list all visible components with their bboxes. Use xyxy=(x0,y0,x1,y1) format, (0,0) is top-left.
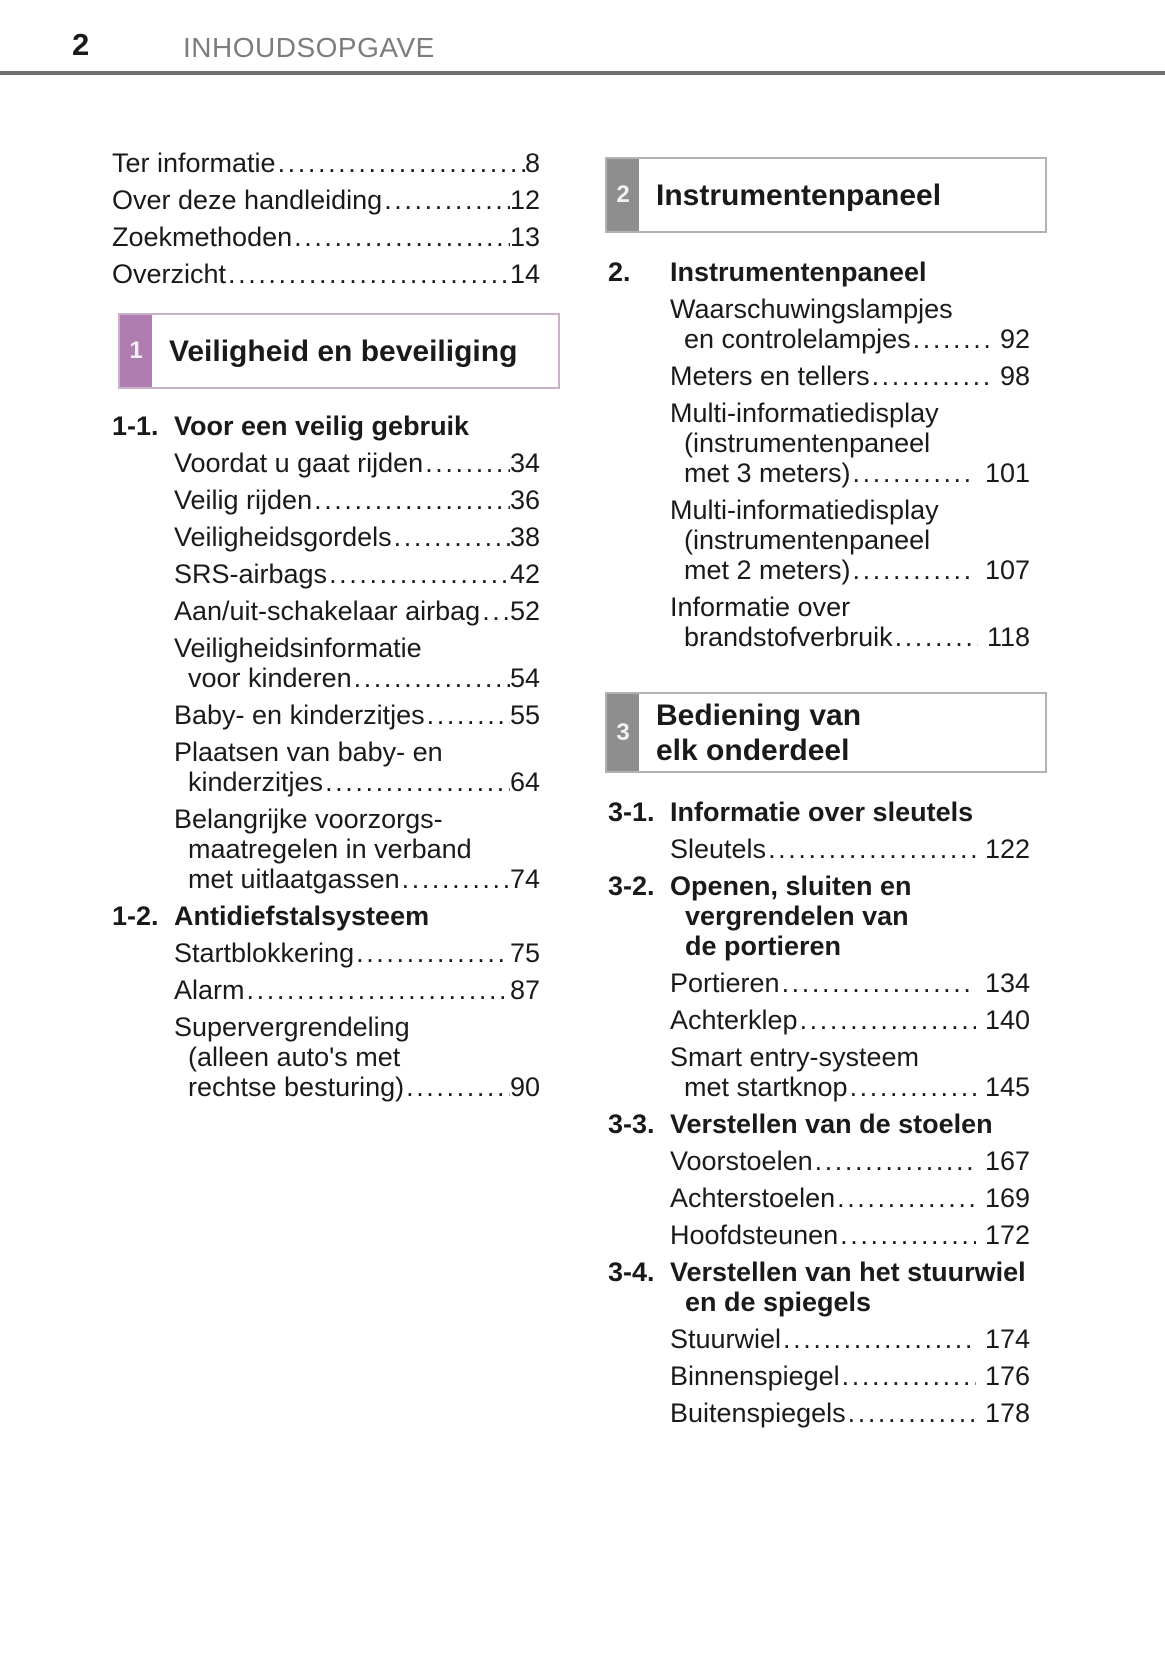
toc-entry-line xyxy=(112,148,540,178)
group-title xyxy=(174,411,469,441)
toc-entry-text: Smart entry-systeem xyxy=(670,1042,920,1072)
toc-entry-line xyxy=(174,975,540,1005)
toc-entry-text: Multi-informatiedisplay xyxy=(670,495,939,525)
toc-page-number: 169 xyxy=(984,1183,1030,1213)
toc-entry xyxy=(670,1220,1030,1250)
front-item xyxy=(112,222,540,252)
leader-dots xyxy=(783,1324,976,1354)
toc-entry xyxy=(670,834,1030,864)
toc-entry-line xyxy=(112,259,540,289)
group-number: 3-2. xyxy=(608,871,655,901)
toc-entry-text: voor kinderen xyxy=(188,663,352,693)
toc-entry-text: Achterklep xyxy=(670,1005,798,1035)
toc-page-number: 13 xyxy=(509,222,540,252)
toc-entry-line xyxy=(174,596,540,626)
group-title xyxy=(670,257,927,287)
toc-page-number: 172 xyxy=(984,1220,1030,1250)
leader-dots xyxy=(384,185,510,215)
toc-entry-line xyxy=(174,767,540,797)
toc-entry-text: Hoofdsteunen xyxy=(670,1220,839,1250)
toc-entry-text: Zoekmethoden xyxy=(112,222,293,252)
front-item xyxy=(112,259,540,289)
toc-entry-line xyxy=(670,1072,1030,1102)
leader-dots xyxy=(294,222,510,252)
leader-dots xyxy=(394,522,510,552)
toc-entry-text: SRS-airbags xyxy=(174,559,328,589)
leader-dots xyxy=(247,975,510,1005)
section-number-badge: 3 xyxy=(607,694,639,771)
toc-entry-line xyxy=(670,495,1030,525)
leader-dots xyxy=(853,458,976,488)
toc-entry-line xyxy=(670,968,1030,998)
toc-entry xyxy=(670,1183,1030,1213)
toc-entry xyxy=(174,485,540,515)
group-title xyxy=(670,797,973,827)
toc-entry-text: en controlelampjes xyxy=(684,324,911,354)
leader-dots xyxy=(402,864,510,894)
toc-entry-text: Alarm xyxy=(174,975,245,1005)
toc-entry xyxy=(670,1005,1030,1035)
leader-dots xyxy=(895,622,978,652)
toc-entry-line xyxy=(670,324,1030,354)
toc-entry-text: Veiligheidsinformatie xyxy=(174,633,422,663)
toc-page-number: 122 xyxy=(984,834,1030,864)
toc-entry-line xyxy=(112,222,540,252)
toc-entry-text: Voordat u gaat rijden xyxy=(174,448,424,478)
leader-dots xyxy=(842,1361,976,1391)
section-box-title-line: Veiligheid en beveiliging xyxy=(169,334,518,368)
toc-entry-line xyxy=(174,864,540,894)
toc-entry-line xyxy=(174,485,540,515)
front-item xyxy=(112,185,540,215)
toc-page-number: 134 xyxy=(984,968,1030,998)
toc-entry-line xyxy=(112,185,540,215)
section-box-title xyxy=(656,698,861,768)
toc-page-number: 75 xyxy=(509,938,540,968)
toc-page-number: 92 xyxy=(999,324,1030,354)
toc-entry-text: Veilig rijden xyxy=(174,485,313,515)
toc-page-number: 42 xyxy=(509,559,540,589)
toc-entry xyxy=(670,1146,1030,1176)
leader-dots xyxy=(356,938,510,968)
leader-dots xyxy=(406,1072,510,1102)
toc-page-number: 101 xyxy=(984,458,1030,488)
toc-page-number: 14 xyxy=(509,259,540,289)
toc-entry xyxy=(670,398,1030,488)
header-rule xyxy=(0,71,1165,75)
page-title: INHOUDSOPGAVE xyxy=(183,32,435,63)
toc-entry-text: Supervergrendeling xyxy=(174,1012,410,1042)
toc-page-number: 140 xyxy=(984,1005,1030,1035)
section-box xyxy=(605,157,1047,233)
toc-entry-text: Meters en tellers xyxy=(670,361,870,391)
toc-entry-line xyxy=(670,1183,1030,1213)
toc-entry-line xyxy=(670,294,1030,324)
toc-entry-line xyxy=(174,663,540,693)
toc-entry-text: Aan/uit-schakelaar airbag xyxy=(174,596,481,626)
leader-dots xyxy=(768,834,976,864)
toc-entry-line xyxy=(174,700,540,730)
toc-page-number: 118 xyxy=(986,622,1030,652)
toc-entry-text: Achterstoelen xyxy=(670,1183,836,1213)
group-number: 2. xyxy=(608,257,631,287)
toc-entry-line xyxy=(174,1072,540,1102)
group-title xyxy=(670,1257,1026,1317)
toc-page-number: 36 xyxy=(509,485,540,515)
toc-entry-line xyxy=(670,1146,1030,1176)
group-title-line: vergrendelen van xyxy=(685,901,909,931)
toc-entry xyxy=(174,559,540,589)
toc-entry-line xyxy=(670,1361,1030,1391)
group-title-line: en de spiegels xyxy=(685,1287,872,1317)
leader-dots xyxy=(850,1072,976,1102)
toc-entry-text: brandstofverbruik xyxy=(684,622,893,652)
group-title-line: Instrumentenpaneel xyxy=(670,257,927,287)
toc-page-number: 145 xyxy=(984,1072,1030,1102)
toc-entry xyxy=(670,361,1030,391)
group-title-line: Verstellen van de stoelen xyxy=(670,1109,993,1139)
leader-dots xyxy=(800,1005,976,1035)
toc-entry-text: Ter informatie xyxy=(112,148,276,178)
toc-entry-text: rechtse besturing) xyxy=(188,1072,405,1102)
toc-entry-line xyxy=(174,633,540,663)
toc-entry-line xyxy=(670,834,1030,864)
leader-dots xyxy=(314,485,510,515)
leader-dots xyxy=(425,448,510,478)
toc-entry-text: met startknop xyxy=(684,1072,848,1102)
toc-entry xyxy=(670,592,1030,652)
toc-entry-text: (instrumentenpaneel xyxy=(684,428,931,458)
group-title-line: Voor een veilig gebruik xyxy=(174,411,470,441)
leader-dots xyxy=(329,559,510,589)
toc-page-number: 54 xyxy=(509,663,540,693)
leader-dots xyxy=(913,324,991,354)
toc-entry-line xyxy=(670,361,1030,391)
toc-entry-line xyxy=(174,448,540,478)
group-number: 3-1. xyxy=(608,797,655,827)
toc-entry-text: kinderzitjes xyxy=(188,767,324,797)
group-title xyxy=(670,871,912,961)
toc-page-number: 176 xyxy=(984,1361,1030,1391)
section-box-title xyxy=(169,334,517,369)
toc-entry-line xyxy=(174,1042,540,1072)
toc-entry-line xyxy=(670,555,1030,585)
toc-entry-line xyxy=(670,1042,1030,1072)
toc-entry-text: Belangrijke voorzorgs- xyxy=(174,804,443,834)
toc-page-number: 107 xyxy=(984,555,1030,585)
group-heading xyxy=(112,901,540,931)
section-box xyxy=(605,692,1047,773)
section-box-title-line: elk onderdeel xyxy=(656,733,850,767)
toc-entry-line xyxy=(174,559,540,589)
group-title-line: Verstellen van het stuurwiel xyxy=(670,1257,1026,1287)
toc-entry xyxy=(174,1012,540,1102)
toc-entry xyxy=(670,495,1030,585)
toc-entry-line xyxy=(670,1324,1030,1354)
section-box-title-line: Instrumentenpaneel xyxy=(656,178,942,212)
toc-entry-line xyxy=(670,398,1030,428)
toc-entry-text: Binnenspiegel xyxy=(670,1361,840,1391)
toc-entry-line xyxy=(670,428,1030,458)
leader-dots xyxy=(837,1183,976,1213)
toc-entry-text: met 2 meters) xyxy=(684,555,851,585)
toc-page-number: 34 xyxy=(509,448,540,478)
toc-entry-text: Portieren xyxy=(670,968,780,998)
toc-entry-text: Plaatsen van baby- en xyxy=(174,737,443,767)
toc-entry-text: Informatie over xyxy=(670,592,851,622)
group-number: 3-4. xyxy=(608,1257,655,1287)
toc-page-number: 98 xyxy=(999,361,1030,391)
toc-entry-text: Baby- en kinderzitjes xyxy=(174,700,425,730)
toc-page-number: 178 xyxy=(984,1398,1030,1428)
section-box xyxy=(118,313,560,389)
toc-entry-text: Over deze handleiding xyxy=(112,185,383,215)
group-title xyxy=(174,901,429,931)
toc-entry-line xyxy=(174,1012,540,1042)
toc-entry xyxy=(670,1042,1030,1102)
toc-entry-text: Voorstoelen xyxy=(670,1146,813,1176)
toc-column-right xyxy=(608,157,1030,1435)
front-item xyxy=(112,148,540,178)
leader-dots xyxy=(872,361,991,391)
toc-entry-line xyxy=(174,804,540,834)
toc-entry-line xyxy=(174,522,540,552)
leader-dots xyxy=(228,259,510,289)
toc-entry xyxy=(174,522,540,552)
group-heading xyxy=(608,1257,1030,1317)
toc-entry xyxy=(670,1324,1030,1354)
toc-column-left xyxy=(112,148,540,1109)
leader-dots xyxy=(848,1398,976,1428)
group-number: 1-2. xyxy=(112,901,159,931)
group-title-line: Informatie over sleutels xyxy=(670,797,974,827)
toc-page-number: 90 xyxy=(509,1072,540,1102)
toc-entry-text: Stuurwiel xyxy=(670,1324,782,1354)
toc-entry-line xyxy=(174,737,540,767)
toc-entry xyxy=(174,975,540,1005)
toc-entry-text: Sleutels xyxy=(670,834,767,864)
toc-entry-line xyxy=(670,458,1030,488)
section-box-title xyxy=(656,178,941,213)
toc-entry xyxy=(174,737,540,797)
page-number: 2 xyxy=(72,27,90,62)
leader-dots xyxy=(427,700,510,730)
group-title xyxy=(670,1109,993,1139)
leader-dots xyxy=(840,1220,976,1250)
section-number-badge: 1 xyxy=(120,315,152,387)
toc-entry-text: Buitenspiegels xyxy=(670,1398,846,1428)
section-box-title-line: Bediening van xyxy=(656,698,862,732)
group-heading xyxy=(608,1109,1030,1139)
toc-entry-line xyxy=(174,834,540,864)
toc-page-number: 55 xyxy=(509,700,540,730)
toc-page-number: 174 xyxy=(984,1324,1030,1354)
toc-entry-line xyxy=(670,592,1030,622)
toc-entry-text: met 3 meters) xyxy=(684,458,851,488)
toc-entry-line xyxy=(174,938,540,968)
toc-entry-line xyxy=(670,1005,1030,1035)
toc-entry-text: (instrumentenpaneel xyxy=(684,525,931,555)
toc-entry-text: Overzicht xyxy=(112,259,227,289)
leader-dots xyxy=(278,148,525,178)
toc-page-number: 12 xyxy=(509,185,540,215)
leader-dots xyxy=(482,596,510,626)
toc-entry-text: Veiligheidsgordels xyxy=(174,522,392,552)
toc-page-number: 8 xyxy=(524,148,540,178)
group-heading xyxy=(112,411,540,441)
toc-entry-text: Waarschuwingslampjes xyxy=(670,294,953,324)
group-number: 1-1. xyxy=(112,411,159,441)
toc-entry-line xyxy=(670,1220,1030,1250)
leader-dots xyxy=(354,663,510,693)
toc-entry-text: Startblokkering xyxy=(174,938,355,968)
toc-entry xyxy=(670,1361,1030,1391)
section-number-badge: 2 xyxy=(607,159,639,231)
toc-page-number: 74 xyxy=(509,864,540,894)
toc-entry-line xyxy=(670,622,1030,652)
toc-entry-text: Multi-informatiedisplay xyxy=(670,398,939,428)
toc-entry xyxy=(670,294,1030,354)
leader-dots xyxy=(325,767,510,797)
group-number: 3-3. xyxy=(608,1109,655,1139)
toc-entry-text: maatregelen in verband xyxy=(188,834,472,864)
toc-entry xyxy=(174,804,540,894)
toc-entry xyxy=(174,448,540,478)
toc-entry xyxy=(670,968,1030,998)
toc-entry-line xyxy=(670,525,1030,555)
leader-dots xyxy=(782,968,976,998)
group-heading xyxy=(608,871,1030,961)
toc-entry xyxy=(670,1398,1030,1428)
toc-entry-text: met uitlaatgassen xyxy=(188,864,400,894)
toc-page-number: 87 xyxy=(509,975,540,1005)
group-title-line: Antidiefstalsysteem xyxy=(174,901,430,931)
leader-dots xyxy=(815,1146,976,1176)
toc-entry-text: (alleen auto's met xyxy=(188,1042,401,1072)
toc-entry xyxy=(174,700,540,730)
group-title-line: Openen, sluiten en xyxy=(670,871,912,901)
group-heading xyxy=(608,257,1030,287)
leader-dots xyxy=(853,555,976,585)
group-heading xyxy=(608,797,1030,827)
toc-page-number: 38 xyxy=(509,522,540,552)
toc-entry xyxy=(174,938,540,968)
group-title-line: de portieren xyxy=(685,931,842,961)
toc-page-number: 167 xyxy=(984,1146,1030,1176)
toc-entry xyxy=(174,596,540,626)
toc-page-number: 52 xyxy=(509,596,540,626)
toc-entry xyxy=(174,633,540,693)
toc-entry-line xyxy=(670,1398,1030,1428)
toc-page-number: 64 xyxy=(509,767,540,797)
